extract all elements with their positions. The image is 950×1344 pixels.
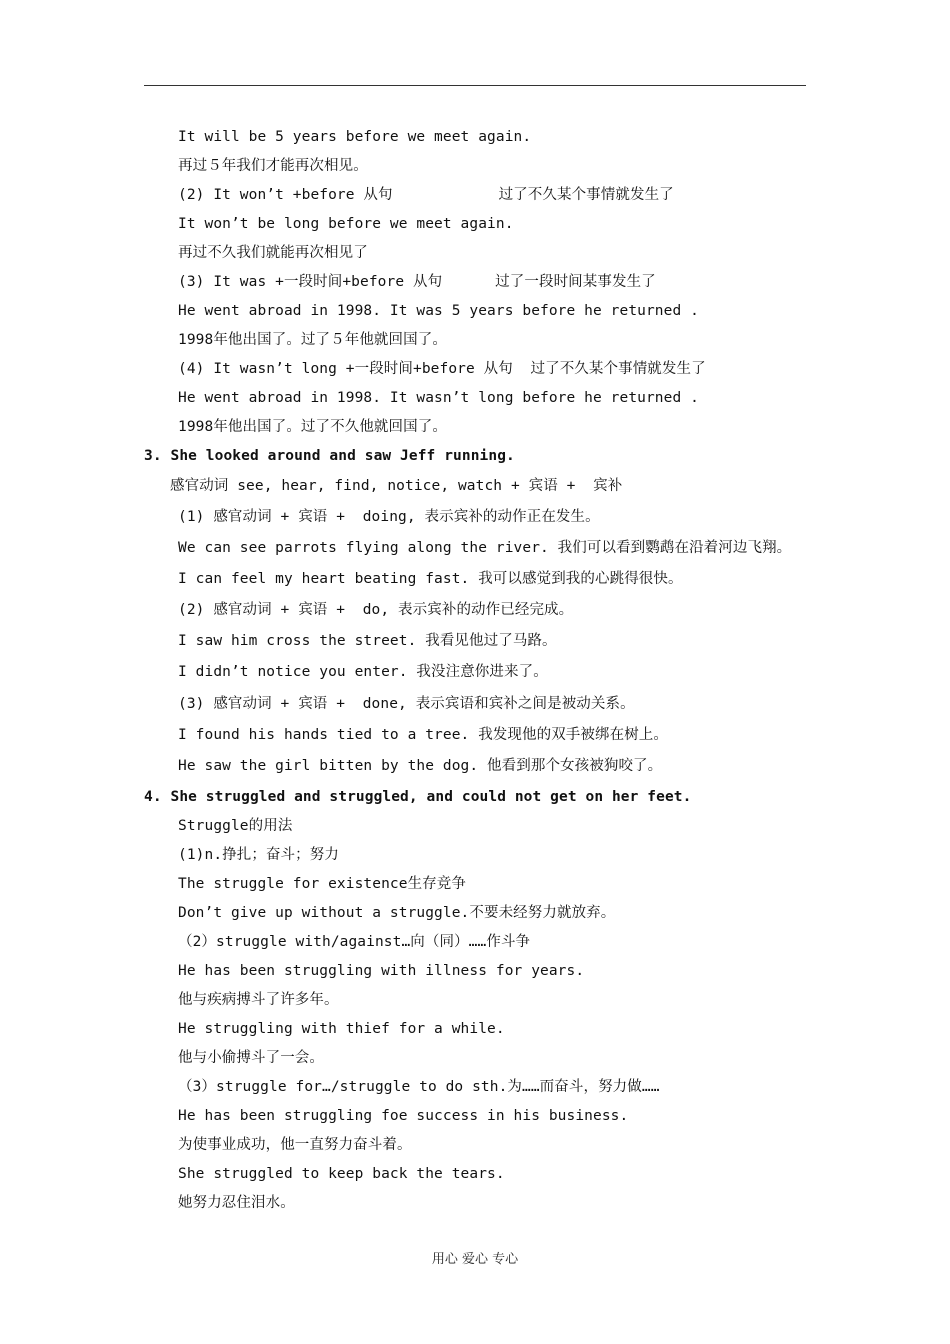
text-line: (2) It won’t +before 从句 过了不久某个事情就发生了 bbox=[178, 187, 674, 203]
text-line: 她努力忍住泪水。 bbox=[178, 1195, 295, 1211]
text-line: It will be 5 years before we meet again. bbox=[178, 129, 532, 145]
text-line: 为使事业成功，他一直努力奋斗着。 bbox=[178, 1137, 412, 1153]
header-rule bbox=[144, 85, 806, 86]
text-line: Struggle的用法 bbox=[178, 818, 293, 834]
text-line: (3) It was +一段时间+before 从句 过了一段时间某事发生了 bbox=[178, 274, 656, 290]
text-line: 感官动词 see, hear, find, notice, watch + 宾语 + 宾补 bbox=[170, 478, 623, 494]
text-line: (4) It wasn’t long +一段时间+before 从句 过了不久某个事情就发生了 bbox=[178, 361, 706, 377]
text-line: She struggled to keep back the tears. bbox=[178, 1166, 505, 1182]
text-line: 再过５年我们才能再次相见。 bbox=[178, 158, 368, 174]
section-heading: 3. She looked around and saw Jeff running. bbox=[144, 448, 515, 464]
text-line: (3) 感官动词 + 宾语 + done, 表示宾语和宾补之间是被动关系。 bbox=[178, 696, 635, 712]
page-footer: 用心 爱心 专心 bbox=[431, 1252, 519, 1267]
text-line: Don’t give up without a struggle.不要未经努力就放弃。 bbox=[178, 905, 616, 921]
text-line: I found his hands tied to a tree. 我发现他的双手被绑在树上。 bbox=[178, 727, 669, 743]
section-heading: 4. She struggled and struggled, and could not get on her feet. bbox=[144, 789, 692, 805]
text-line: 1998年他出国了。过了不久他就回国了。 bbox=[178, 419, 447, 435]
text-line: 他与疾病搏斗了许多年。 bbox=[178, 992, 339, 1008]
text-line: I saw him cross the street. 我看见他过了马路。 bbox=[178, 633, 557, 649]
text-line: （2）struggle with/against…向（同）……作斗争 bbox=[178, 934, 531, 950]
text-line: The struggle for existence生存竞争 bbox=[178, 876, 466, 892]
text-line: 1998年他出国了。过了５年他就回国了。 bbox=[178, 332, 447, 348]
text-line: (1)n.挣扎；奋斗；努力 bbox=[178, 847, 339, 863]
text-line: （3）struggle for…/struggle to do sth.为……而奋斗，努力做…… bbox=[178, 1079, 660, 1095]
text-line: He went abroad in 1998. It was 5 years before he returned . bbox=[178, 303, 699, 319]
text-line: He saw the girl bitten by the dog. 他看到那个女孩被狗咬了。 bbox=[178, 758, 663, 774]
text-line: (2) 感官动词 + 宾语 + do, 表示宾补的动作已经完成。 bbox=[178, 602, 574, 618]
text-line: He went abroad in 1998. It wasn’t long before he returned . bbox=[178, 390, 699, 406]
text-line: We can see parrots flying along the river. 我们可以看到鹦鹉在沿着河边飞翔。 bbox=[178, 540, 792, 556]
text-line: I didn’t notice you enter. 我没注意你进来了。 bbox=[178, 664, 548, 680]
text-line: He has been struggling foe success in his business. bbox=[178, 1108, 629, 1124]
text-line: 再过不久我们就能再次相见了 bbox=[178, 245, 368, 261]
text-line: 他与小偷搏斗了一会。 bbox=[178, 1050, 324, 1066]
text-line: I can feel my heart beating fast. 我可以感觉到我的心跳得很快。 bbox=[178, 571, 683, 587]
text-line: It won’t be long before we meet again. bbox=[178, 216, 514, 232]
text-line: He has been struggling with illness for years. bbox=[178, 963, 585, 979]
text-line: He struggling with thief for a while. bbox=[178, 1021, 505, 1037]
text-line: (1) 感官动词 + 宾语 + doing, 表示宾补的动作正在发生。 bbox=[178, 509, 600, 525]
